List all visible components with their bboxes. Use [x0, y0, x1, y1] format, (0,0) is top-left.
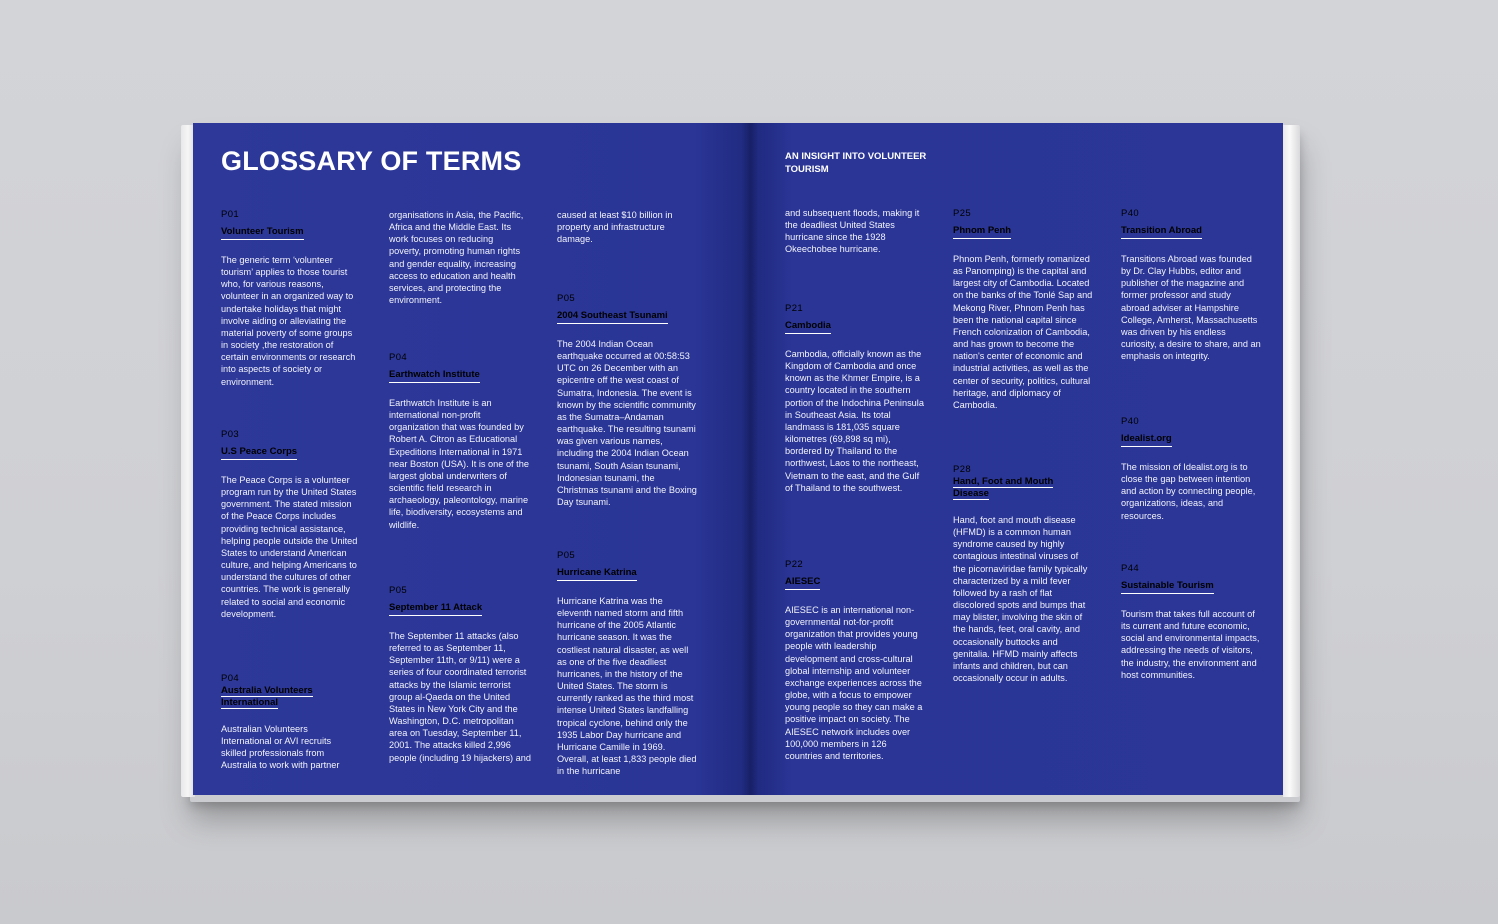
entry-term: Sustainable Tourism — [1121, 580, 1214, 594]
glossary-entry-transition-abroad — [1121, 208, 1261, 362]
entry-definition: The generic term ‘volunteer tourism’ applies to those tourist who, for various reasons, volunteer in an organized way to undertake holidays that might involve aiding or alleviating the material poverty of some groups in society ,the restoration of certain environments or research into aspects of society or environment. — [221, 255, 356, 387]
glossary-entry-idealist — [1121, 416, 1261, 522]
glossary-entry-phnom-penh — [953, 208, 1093, 411]
glossary-entry-hfmd — [953, 464, 1093, 684]
entry-page-code: P25 — [953, 208, 972, 219]
glossary-entry-september-11 — [389, 585, 531, 764]
entry-term: Phnom Penh — [953, 225, 1011, 239]
book-gutter — [742, 123, 758, 795]
glossary-entry-sustainable-tourism — [1121, 563, 1261, 681]
entry-definition: The Peace Corps is a volunteer program run by the United States government. The stated mission of the Peace Corps includes providing technical assistance, helping people outside the United States to understand American culture, and helping Americans to understand the cultures of other countries. The work is generally related to social and economic development. — [221, 475, 358, 619]
entry-definition: Transitions Abroad was founded by Dr. Clay Hubbs, editor and publisher of the magazine and former professor and study abroad adviser at Hampshire College, Amherst, Massachusetts was driven by his endless curiosity, a desire to share, and an emphasis on integrity. — [1121, 254, 1261, 362]
entry-definition: The 2004 Indian Ocean earthquake occurred at 00:58:53 UTC on 26 December with an epicentre off the west coast of Sumatra, Indonesia. The event is known by the scientific community as the Sumatra–Andaman earthquake. The resulting tsunami was given various names, including the 2004 Indian Ocean tsunami, South Asian tsunami, Indonesian tsunami, the Christmas tsunami and the Boxing Day tsunami. — [557, 339, 697, 508]
continued-text: and subsequent floods, making it the deadliest United States hurricane since the 1928 Okeechobee hurricane. — [785, 208, 920, 255]
entry-definition: Earthwatch Institute is an international non-profit organization that was founded by Robert A. Citron as Educational Expeditions International in 1971 near Boston (USA). It is one of the largest global underwriters of scientific field research in archaeology, paleontology, marine life, biodiversity, ecosystems and wildlife. — [389, 398, 529, 530]
glossary-entry-volunteer-tourism — [221, 209, 361, 388]
entry-page-code: P28 — [953, 464, 972, 475]
entry-page-code: P44 — [1121, 563, 1140, 574]
entry-definition: Australian Volunteers International or AVI recruits skilled professionals from Australia to work with partner — [221, 724, 340, 771]
entry-definition: The September 11 attacks (also referred to as September 11, September 11th, or 9/11) were a series of four coordinated terrorist attacks by the Islamic terrorist group al-Qaeda on the United States in New York City and the Washington, D.C. metropolitan area on Tuesday, September 11, 2001. The attacks killed 2,996 people (including 19 hijackers) and — [389, 631, 531, 763]
glossary-entry-peace-corps — [221, 429, 361, 620]
page-subtitle: AN INSIGHT INTO VOLUNTEER TOURISM — [785, 151, 927, 175]
entry-term: Earthwatch Institute — [389, 369, 480, 383]
continued-text: caused at least $10 billion in property and infrastructure damage. — [557, 210, 673, 245]
entry-page-code: P40 — [1121, 416, 1140, 427]
entry-definition: Hand, foot and mouth disease (HFMD) is a common human syndrome caused by highly contagious intestinal viruses of the picornaviridae family typically characterized by a mild fever followed by a rash of flat discolored spots and bumps that may blister, involving the skin of the hands, feet, oral cavity, and occasionally buttocks and genitalia. HFMD mainly affects infants and children, but can occasionally occur in adults. — [953, 515, 1088, 684]
entry-page-code: P01 — [221, 209, 240, 220]
entry-term: AIESEC — [785, 576, 820, 590]
glossary-entry-tsunami — [557, 293, 697, 508]
entry-definition: Phnom Penh, formerly romanized as Panomping) is the capital and largest city of Cambodia. Located on the banks of the Tonlé Sap and Mekong River, Phnom Penh has been the national capital since French colonization of Cambodia, and has grown to become the nation's center of economic and industrial activities, as well as the center of security, politics, cultural heritage, and diplomacy of Cambodia. — [953, 254, 1093, 410]
entry-term: Hand, Foot and Mouth Disease — [953, 476, 1054, 499]
entry-definition: Tourism that takes full account of its current and future economic, social and environmental impacts, addressing the needs of visitors, the industry, the environment and host communities. — [1121, 609, 1260, 680]
entry-term: Volunteer Tourism — [221, 226, 304, 240]
entry-term: U.S Peace Corps — [221, 446, 297, 460]
continued-text: organisations in Asia, the Pacific, Africa and the Middle East. Its work focuses on reducing poverty, promoting human rights and gender equality, increasing access to education and health services, and protecting the environment. — [389, 210, 524, 306]
entry-term: Transition Abroad — [1121, 225, 1202, 239]
entry-page-code: P04 — [221, 673, 240, 684]
entry-page-code: P05 — [557, 550, 576, 561]
entry-page-code: P05 — [389, 585, 408, 596]
entry-term: Cambodia — [785, 320, 831, 334]
entry-term: September 11 Attack — [389, 602, 482, 616]
entry-page-code: P05 — [557, 293, 576, 304]
entry-definition: AIESEC is an international non-governmental not-for-profit organization that provides young people with leadership development and cross-cultural global internship and volunteer exchange experiences across the globe, with a focus to empower young people so they can make a positive impact on society. The AIESEC network includes over 100,000 members in 126 countries and territories. — [785, 605, 923, 761]
entry-page-code: P21 — [785, 303, 804, 314]
page-title: GLOSSARY OF TERMS — [221, 146, 522, 176]
entry-definition: Hurricane Katrina was the eleventh named storm and fifth hurricane of the 2005 Atlantic hurricane season. It was the costliest natural disaster, as well as one of the five deadliest hurricanes, in the history of the United States. The storm is currently ranked as the third most intense United States landfalling tropical cyclone, behind only the 1935 Labor Day hurricane and Hurricane Camille in 1969. Overall, at least 1,833 people died in the hurricane — [557, 596, 697, 777]
entry-page-code: P03 — [221, 429, 240, 440]
entry-page-code: P22 — [785, 559, 804, 570]
entry-term: Idealist.org — [1121, 433, 1172, 447]
book-cover-edge-right — [1283, 125, 1300, 797]
entry-page-code: P04 — [389, 352, 408, 363]
entry-term: 2004 Southeast Tsunami — [557, 310, 668, 324]
entry-page-code: P40 — [1121, 208, 1140, 219]
glossary-entry-katrina — [557, 550, 697, 777]
glossary-entry-aiesec — [785, 559, 925, 762]
entry-term: Hurricane Katrina — [557, 567, 637, 581]
glossary-entry-avi — [221, 673, 356, 772]
glossary-entry-cambodia — [785, 303, 925, 494]
entry-definition: The mission of Idealist.org is to close the gap between intention and action by connecting people, organizations, ideas, and resources. — [1121, 462, 1256, 521]
glossary-entry-earthwatch — [389, 352, 529, 531]
entry-term: Australia Volunteers International — [221, 685, 313, 708]
entry-definition: Cambodia, officially known as the Kingdom of Cambodia and once known as the Khmer Empire, is a country located in the southern portion of the Indochina Peninsula in Southeast Asia. Its total landmass is 181,035 square kilometres (69,898 sq mi), bordered by Thailand to the northwest, Laos to the northeast, Vietnam to the east, and the Gulf of Thailand to the southwest. — [785, 349, 924, 493]
